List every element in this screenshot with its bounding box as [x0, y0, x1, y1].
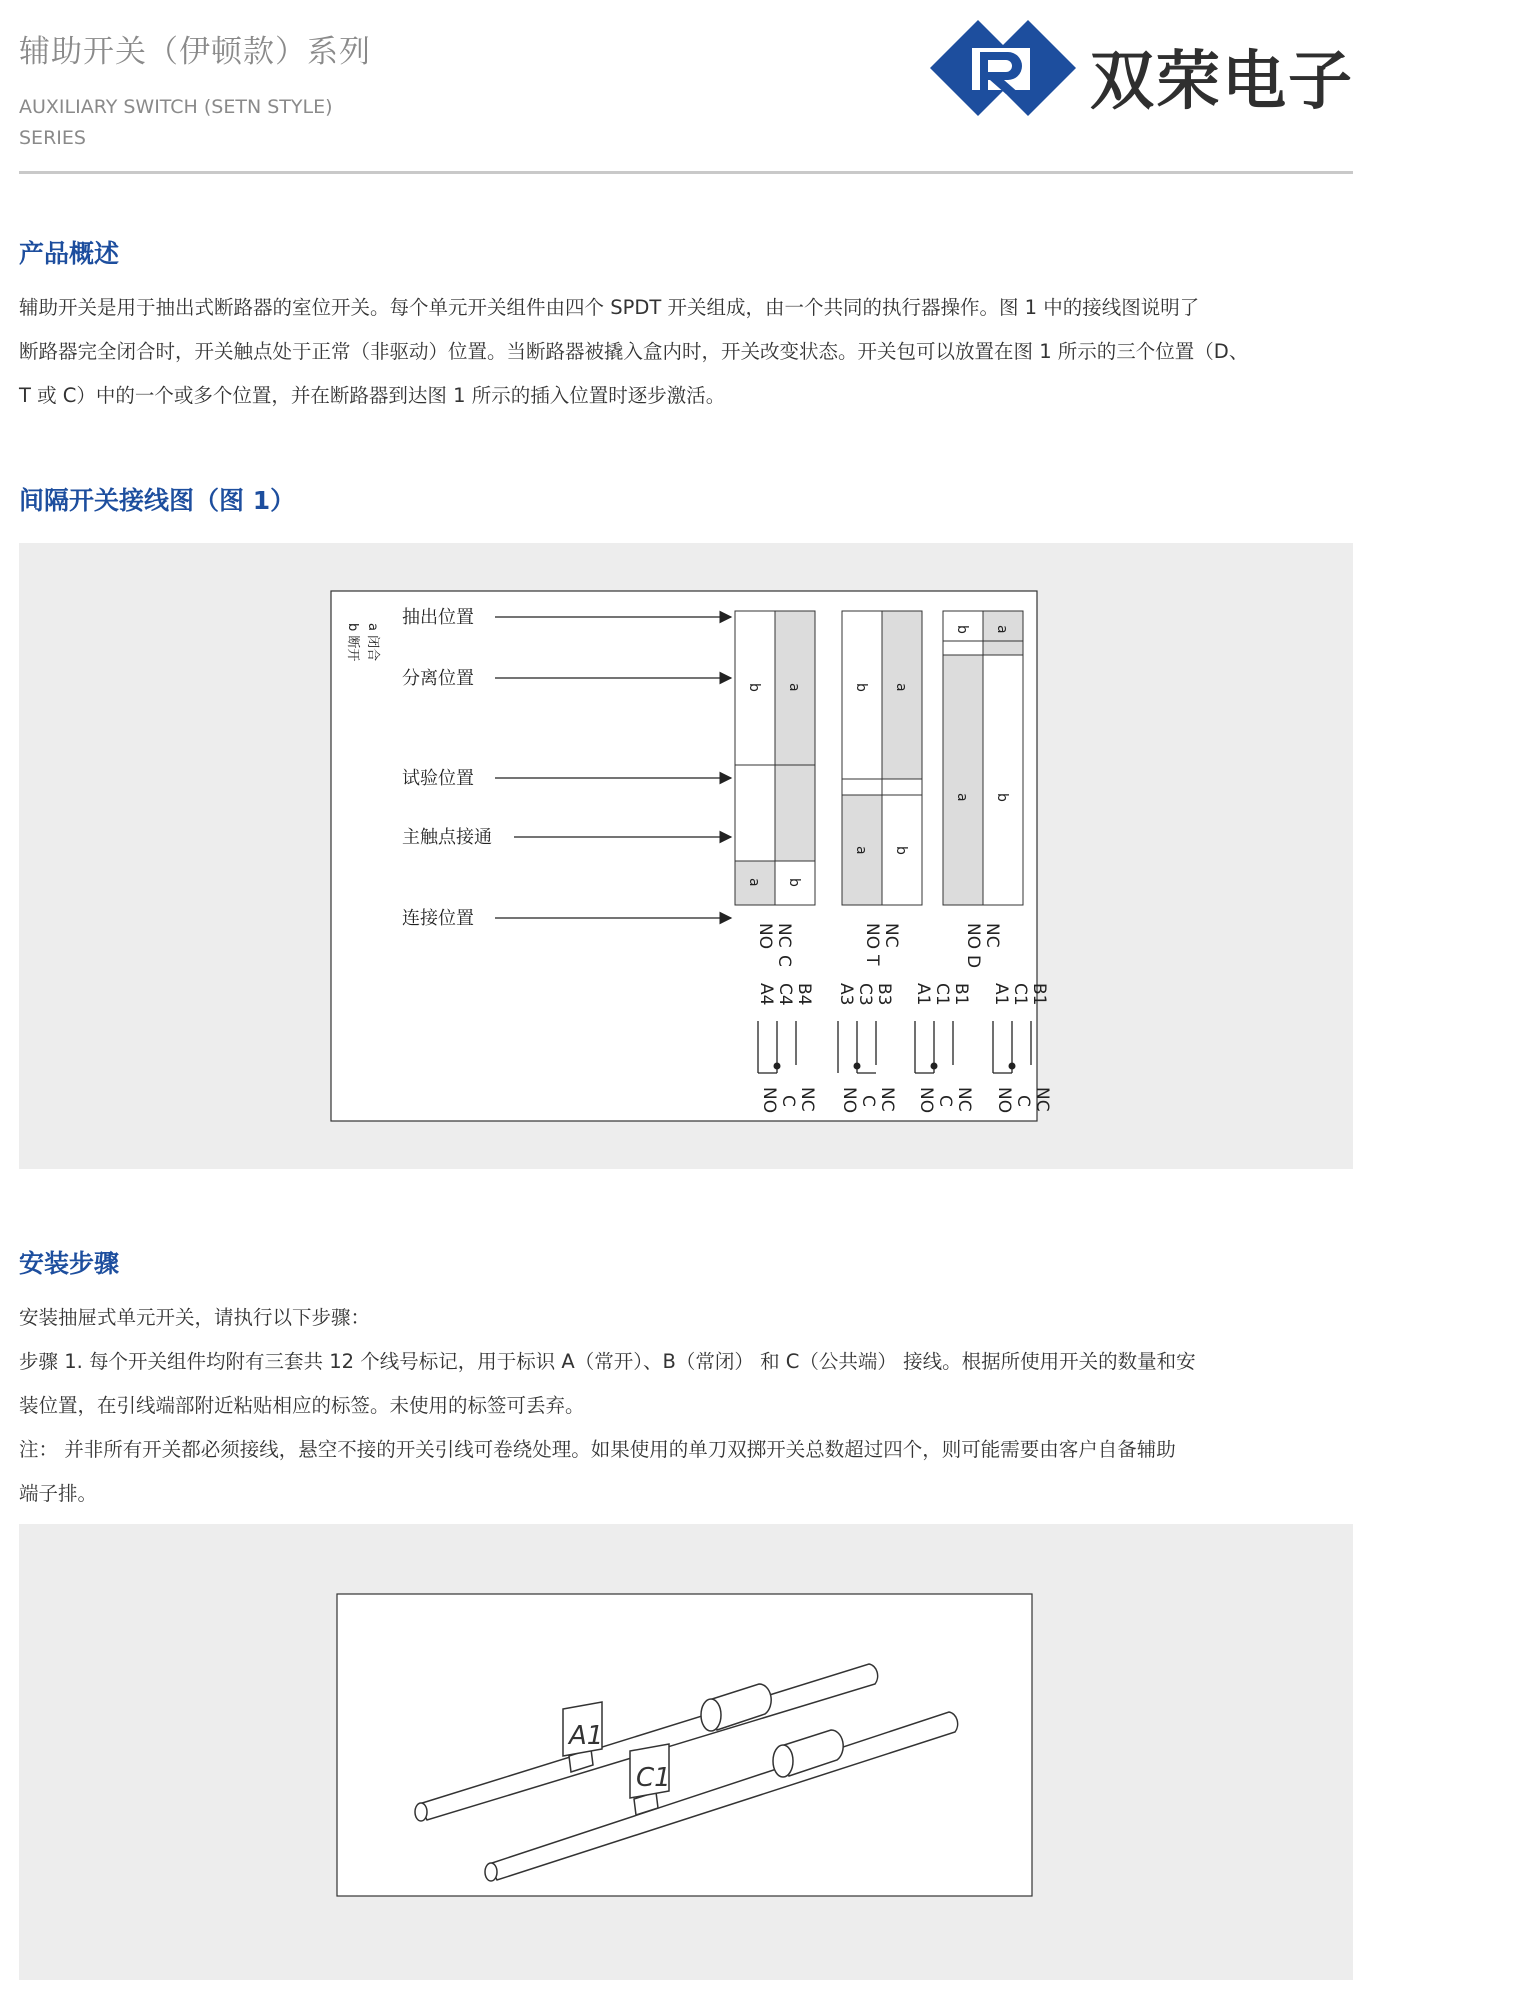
install-line: 注： 并非所有开关都必须接线，悬空不接的开关引线可卷绕处理。如果使用的单刀双掷开关总数超过四个，则可能需要由客户自备辅助 [19, 1438, 1176, 1461]
svg-text:A4: A4 [756, 983, 776, 1006]
svg-text:A1: A1 [913, 983, 933, 1006]
switch-column-c [735, 611, 815, 905]
svg-text:A3: A3 [836, 983, 856, 1006]
overview-line: 辅助开关是用于抽出式断路器的室位开关。每个单元开关组件由四个 SPDT 开关组成，由一个共同的执行器操作。图 1 中的接线图说明了 [19, 296, 1200, 319]
svg-text:NO: NO [994, 1087, 1014, 1114]
subtitle-line-1: AUXILIARY SWITCH (SETN STYLE) [19, 96, 333, 118]
svg-text:NC: NC [982, 923, 1002, 948]
svg-text:b: b [746, 683, 762, 692]
cable-tag-c1: C1 [636, 1763, 671, 1793]
brand-name: 双荣电子 [1090, 45, 1354, 119]
svg-text:A1: A1 [991, 983, 1011, 1006]
svg-text:b: b [893, 846, 909, 855]
switch-column-d [943, 611, 1023, 905]
svg-text:C: C [1013, 1095, 1033, 1107]
subtitle-line-2: SERIES [19, 127, 86, 149]
svg-text:NC: NC [954, 1087, 974, 1112]
svg-text:NC: NC [1032, 1087, 1052, 1112]
svg-text:a: a [746, 878, 762, 887]
svg-text:C: C [858, 1095, 878, 1107]
svg-text:C: C [935, 1095, 955, 1107]
wiring-diagram [19, 543, 1353, 1169]
install-line: 装位置，在引线端部附近粘贴相应的标签。未使用的标签可丢弃。 [19, 1394, 585, 1417]
svg-text:NO: NO [759, 1087, 779, 1114]
svg-text:C: C [778, 1095, 798, 1107]
install-paragraph [19, 1296, 1359, 1516]
svg-text:b: b [786, 878, 802, 887]
overview-line: T 或 C）中的一个或多个位置，并在断路器到达图 1 所示的插入位置时逐步激活。 [19, 384, 726, 407]
svg-text:C: C [774, 955, 794, 967]
cable-illustration [19, 1524, 1353, 1980]
position-label: 试验位置 [402, 768, 474, 789]
diagram-panel [19, 543, 1353, 1169]
svg-text:NC: NC [877, 1087, 897, 1112]
svg-text:NC: NC [797, 1087, 817, 1112]
svg-text:a: a [893, 683, 909, 692]
install-line: 安装抽屉式单元开关，请执行以下步骤： [19, 1306, 371, 1329]
overview-heading: 产品概述 [19, 239, 120, 268]
svg-text:NO: NO [755, 923, 775, 950]
header-divider [19, 171, 1353, 174]
position-label: 分离位置 [402, 668, 474, 689]
svg-text:b: b [994, 793, 1010, 802]
page-subtitle [19, 92, 333, 154]
install-line: 端子排。 [19, 1482, 98, 1505]
position-label: 抽出位置 [402, 607, 474, 628]
svg-text:D: D [963, 955, 983, 969]
svg-text:NC: NC [881, 923, 901, 948]
svg-text:T: T [862, 955, 882, 966]
cable-illustration-panel [19, 1524, 1353, 1980]
overview-paragraph [19, 286, 1359, 418]
svg-text:b: b [853, 683, 869, 692]
position-label: 主触点接通 [402, 827, 492, 848]
legend-a: a 闭合 [365, 623, 380, 662]
legend-b: b 断开 [345, 623, 360, 662]
svg-text:C3: C3 [855, 983, 875, 1006]
svg-text:NO: NO [862, 923, 882, 950]
svg-text:C1: C1 [1010, 983, 1030, 1006]
svg-text:B1: B1 [951, 983, 971, 1006]
switch-column-t [842, 611, 922, 905]
svg-text:a: a [954, 793, 970, 802]
install-line: 步骤 1. 每个开关组件均附有三套共 12 个线号标记，用于标识 A（常开）、B（常闭） 和 C（公共端） 接线。根据所使用开关的数量和安 [19, 1350, 1196, 1373]
position-label: 连接位置 [402, 908, 474, 929]
svg-text:a: a [786, 683, 802, 692]
svg-text:B1: B1 [1029, 983, 1049, 1006]
svg-text:NO: NO [839, 1087, 859, 1114]
svg-text:NO: NO [963, 923, 983, 950]
diagram-heading: 间隔开关接线图（图 1） [19, 486, 296, 515]
svg-text:NC: NC [774, 923, 794, 948]
cable-tag-a1: A1 [569, 1721, 604, 1751]
svg-text:a: a [994, 625, 1010, 634]
svg-text:C1: C1 [932, 983, 952, 1006]
svg-text:B4: B4 [794, 983, 814, 1006]
svg-text:B3: B3 [874, 983, 894, 1006]
page-title: 辅助开关（伊顿款）系列 [19, 34, 371, 70]
svg-text:C4: C4 [775, 983, 795, 1006]
svg-text:NO: NO [916, 1087, 936, 1114]
svg-text:b: b [954, 625, 970, 634]
install-heading: 安装步骤 [19, 1249, 120, 1278]
overview-line: 断路器完全闭合时，开关触点处于正常（非驱动）位置。当断路器被撬入盒内时，开关改变状态。开关包可以放置在图 1 所示的三个位置（D、 [19, 340, 1249, 363]
brand-logo-icon [928, 18, 1078, 122]
svg-text:a: a [853, 846, 869, 855]
